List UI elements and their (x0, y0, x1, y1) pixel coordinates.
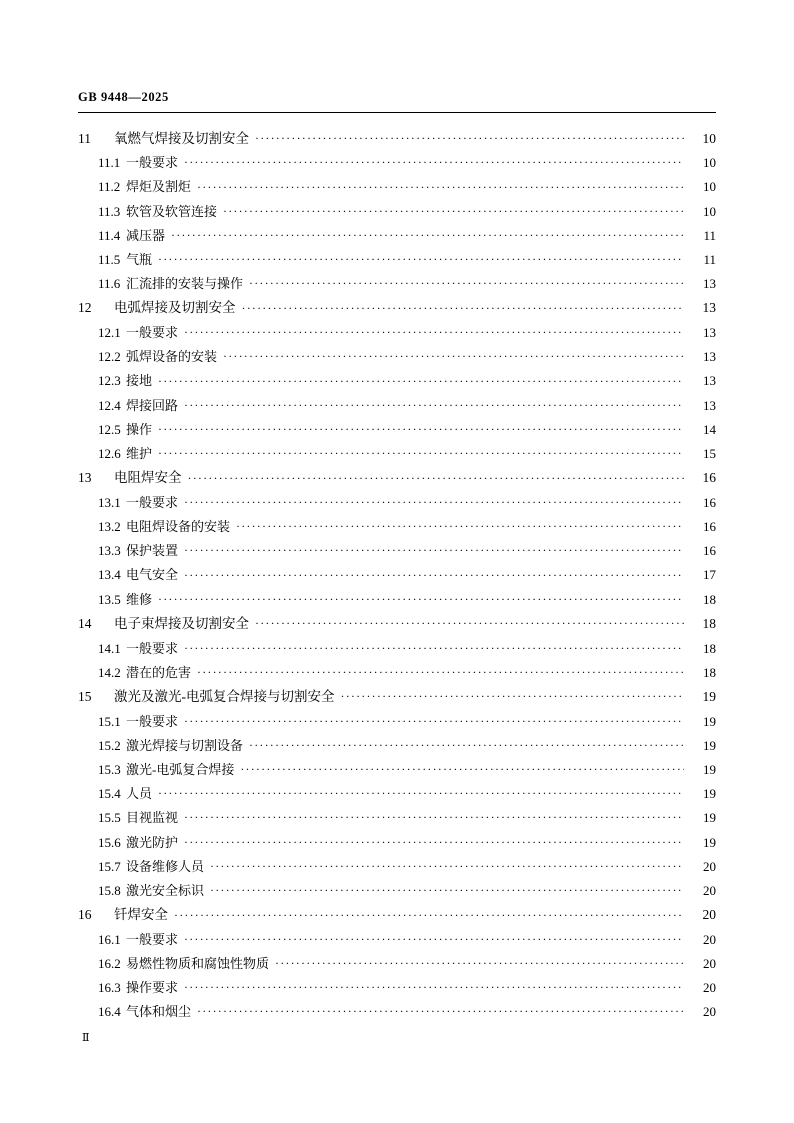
toc-entry[interactable] (78, 515, 716, 539)
toc-entry[interactable] (78, 927, 716, 951)
toc-entry[interactable] (78, 369, 716, 393)
toc-entry-title: 焊接回路 (126, 397, 179, 413)
toc-entry[interactable] (78, 321, 716, 345)
toc-entry-page: 11 (703, 252, 716, 268)
toc-entry[interactable] (78, 660, 716, 684)
toc-leader-dots (255, 132, 684, 146)
toc-entry-title: 软管及软管连接 (126, 203, 218, 219)
toc-entry[interactable] (78, 587, 716, 611)
toc-entry-page: 19 (703, 834, 716, 850)
toc-leader-dots (184, 981, 684, 994)
toc-entry-number: 16.3 (98, 980, 121, 996)
toc-entry-title: 钎焊安全 (114, 907, 168, 923)
toc-entry-page: 20 (703, 931, 716, 947)
toc-entry-number: 14.1 (98, 640, 121, 656)
toc-entry[interactable] (78, 757, 716, 781)
toc-entry[interactable] (78, 272, 716, 296)
toc-entry-page: 19 (702, 688, 716, 704)
toc-entry-number: 16 (78, 907, 92, 923)
toc-entry-number: 14 (78, 615, 92, 631)
toc-leader-dots (184, 715, 684, 728)
toc-entry[interactable] (78, 1000, 716, 1024)
toc-entry[interactable] (78, 636, 716, 660)
toc-entry-page: 17 (703, 567, 716, 583)
toc-entry-number: 16.1 (98, 931, 121, 947)
toc-entry-number: 15.3 (98, 761, 121, 777)
toc-leader-dots (223, 205, 684, 218)
toc-entry-title: 接地 (126, 373, 153, 389)
toc-entry-title: 电阻焊安全 (114, 470, 182, 486)
toc-entry-number: 11 (78, 130, 91, 146)
toc-entry-page: 10 (703, 203, 716, 219)
toc-entry-page: 18 (703, 664, 716, 680)
toc-entry-number: 15.5 (98, 810, 121, 826)
toc-entry[interactable] (78, 903, 716, 928)
toc-entry-title: 焊炬及割炬 (126, 179, 192, 195)
toc-entry[interactable] (78, 393, 716, 417)
toc-entry-page: 13 (703, 325, 716, 341)
toc-entry-title: 保护装置 (126, 543, 179, 559)
toc-entry-title: 维护 (126, 446, 153, 462)
toc-entry-number: 12.6 (98, 446, 121, 462)
page-header-standard-code: GB 9448—2025 (78, 90, 169, 104)
toc-leader-dots (197, 180, 684, 193)
toc-entry-number: 13 (78, 470, 92, 486)
toc-entry[interactable] (78, 175, 716, 199)
toc-entry-title: 激光防护 (126, 834, 179, 850)
toc-entry-number: 12.3 (98, 373, 121, 389)
toc-entry[interactable] (78, 199, 716, 223)
toc-leader-dots (197, 666, 684, 679)
toc-entry[interactable] (78, 490, 716, 514)
toc-entry[interactable] (78, 539, 716, 563)
toc-entry-title: 激光及激光-电弧复合焊接与切割安全 (114, 688, 335, 704)
toc-entry-title: 气瓶 (126, 252, 153, 268)
toc-leader-dots (184, 156, 684, 169)
toc-entry-page: 13 (703, 397, 716, 413)
toc-entry-title: 操作要求 (126, 980, 179, 996)
toc-entry-title: 操作 (126, 421, 153, 437)
toc-leader-dots (158, 423, 684, 436)
toc-entry-title: 弧焊设备的安装 (126, 349, 218, 365)
toc-entry-page: 18 (703, 640, 716, 656)
toc-entry-title: 一般要求 (126, 325, 179, 341)
toc-entry[interactable] (78, 151, 716, 175)
toc-entry-title: 气体和烟尘 (126, 1004, 192, 1020)
toc-leader-dots (210, 884, 684, 897)
toc-entry[interactable] (78, 733, 716, 757)
toc-entry-page: 14 (703, 421, 716, 437)
toc-leader-dots (184, 836, 684, 849)
toc-leader-dots (158, 374, 684, 387)
toc-entry[interactable] (78, 466, 716, 491)
toc-entry-page: 13 (703, 276, 716, 292)
toc-entry-title: 氧燃气焊接及切割安全 (114, 130, 249, 146)
toc-entry-page: 16 (702, 470, 716, 486)
page-number-footer: Ⅱ (82, 1032, 90, 1044)
toc-entry[interactable] (78, 806, 716, 830)
toc-entry-number: 11.6 (98, 276, 121, 292)
table-of-contents (78, 126, 716, 1024)
toc-entry-title: 一般要求 (126, 931, 179, 947)
toc-entry-title: 激光-电弧复合焊接 (126, 761, 235, 777)
toc-leader-dots (223, 350, 684, 363)
toc-leader-dots (158, 787, 684, 800)
toc-entry-page: 10 (703, 155, 716, 171)
toc-entry-title: 一般要求 (126, 640, 179, 656)
toc-leader-dots (184, 544, 684, 557)
toc-entry[interactable] (78, 878, 716, 902)
toc-entry-page: 19 (703, 761, 716, 777)
toc-entry-page: 16 (703, 519, 716, 535)
toc-entry-page: 20 (703, 980, 716, 996)
toc-entry-page: 10 (703, 179, 716, 195)
toc-entry-title: 减压器 (126, 227, 166, 243)
toc-entry-title: 潜在的危害 (126, 664, 192, 680)
toc-entry-title: 维修 (126, 591, 153, 607)
toc-leader-dots (249, 739, 684, 752)
toc-leader-dots (171, 229, 684, 242)
toc-entry-title: 电阻焊设备的安装 (126, 519, 231, 535)
toc-leader-dots (184, 496, 684, 509)
toc-entry-number: 15.4 (98, 786, 121, 802)
toc-entry-page: 19 (703, 737, 716, 753)
toc-entry[interactable] (78, 441, 716, 465)
toc-entry-number: 15.1 (98, 713, 121, 729)
toc-entry-page: 13 (703, 373, 716, 389)
toc-entry-page: 20 (702, 907, 716, 923)
toc-entry-number: 13.3 (98, 543, 121, 559)
toc-entry[interactable] (78, 345, 716, 369)
toc-entry-number: 12.1 (98, 325, 121, 341)
toc-entry[interactable] (78, 684, 716, 709)
toc-entry[interactable] (78, 563, 716, 587)
toc-entry-title: 电子束焊接及切割安全 (114, 615, 249, 631)
toc-leader-dots (184, 642, 684, 655)
toc-entry-page: 19 (703, 713, 716, 729)
toc-entry[interactable] (78, 126, 716, 151)
toc-leader-dots (158, 253, 684, 266)
toc-entry-number: 16.2 (98, 955, 121, 971)
header-divider (78, 112, 716, 113)
toc-leader-dots (184, 399, 684, 412)
toc-entry-title: 汇流排的安装与操作 (126, 276, 244, 292)
toc-leader-dots (240, 763, 684, 776)
toc-leader-dots (158, 593, 684, 606)
toc-entry-number: 12.5 (98, 421, 121, 437)
toc-entry[interactable] (78, 709, 716, 733)
toc-entry-number: 13.1 (98, 494, 121, 510)
toc-entry-page: 13 (702, 300, 716, 316)
toc-entry-title: 激光焊接与切割设备 (126, 737, 244, 753)
toc-entry[interactable] (78, 417, 716, 441)
toc-entry-page: 10 (702, 130, 716, 146)
toc-entry[interactable] (78, 976, 716, 1000)
toc-entry-number: 16.4 (98, 1004, 121, 1020)
toc-leader-dots (242, 301, 685, 315)
toc-leader-dots (184, 568, 684, 581)
toc-entry-title: 目视监视 (126, 810, 179, 826)
toc-entry-title: 一般要求 (126, 155, 179, 171)
toc-entry-number: 15.7 (98, 858, 121, 874)
toc-entry-number: 15.2 (98, 737, 121, 753)
toc-entry-page: 19 (703, 810, 716, 826)
toc-leader-dots (197, 1005, 684, 1018)
toc-leader-dots (210, 860, 684, 873)
toc-entry-title: 设备维修人员 (126, 858, 205, 874)
toc-entry-number: 12.4 (98, 397, 121, 413)
toc-entry-number: 13.2 (98, 519, 121, 535)
toc-entry-page: 18 (703, 591, 716, 607)
toc-leader-dots (184, 326, 684, 339)
toc-entry-page: 15 (703, 446, 716, 462)
toc-entry-page: 20 (703, 858, 716, 874)
toc-entry-number: 15.8 (98, 882, 121, 898)
toc-leader-dots (249, 277, 684, 290)
toc-entry-number: 14.2 (98, 664, 121, 680)
toc-entry[interactable] (78, 296, 716, 321)
toc-entry-page: 13 (703, 349, 716, 365)
toc-entry[interactable] (78, 223, 716, 247)
toc-leader-dots (275, 957, 684, 970)
toc-entry-title: 激光安全标识 (126, 882, 205, 898)
toc-leader-dots (341, 690, 685, 704)
toc-leader-dots (236, 520, 684, 533)
toc-entry-title: 易燃性物质和腐蚀性物质 (126, 955, 270, 971)
toc-leader-dots (255, 617, 684, 631)
toc-entry[interactable] (78, 830, 716, 854)
toc-entry-number: 11.2 (98, 179, 121, 195)
toc-entry-title: 人员 (126, 786, 153, 802)
toc-entry-number: 13.5 (98, 591, 121, 607)
toc-entry-number: 15 (78, 688, 92, 704)
toc-leader-dots (188, 471, 685, 485)
toc-entry[interactable] (78, 854, 716, 878)
toc-leader-dots (184, 933, 684, 946)
toc-entry-number: 11.5 (98, 252, 121, 268)
toc-entry-page: 11 (703, 227, 716, 243)
toc-entry-number: 15.6 (98, 834, 121, 850)
toc-entry[interactable] (78, 782, 716, 806)
toc-entry-title: 电弧焊接及切割安全 (114, 300, 236, 316)
toc-entry-page: 18 (702, 615, 716, 631)
toc-entry[interactable] (78, 247, 716, 271)
toc-entry-number: 12 (78, 300, 92, 316)
toc-entry[interactable] (78, 611, 716, 636)
toc-entry-page: 19 (703, 786, 716, 802)
toc-entry-title: 一般要求 (126, 494, 179, 510)
toc-leader-dots (184, 811, 684, 824)
toc-entry-page: 20 (703, 955, 716, 971)
toc-entry-page: 20 (703, 1004, 716, 1020)
toc-entry-title: 一般要求 (126, 713, 179, 729)
toc-entry-number: 11.1 (98, 155, 121, 171)
toc-entry-title: 电气安全 (126, 567, 179, 583)
toc-entry-page: 16 (703, 543, 716, 559)
toc-entry-number: 13.4 (98, 567, 121, 583)
toc-entry[interactable] (78, 951, 716, 975)
toc-entry-number: 12.2 (98, 349, 121, 365)
toc-leader-dots (174, 908, 684, 922)
toc-entry-number: 11.4 (98, 227, 121, 243)
toc-entry-number: 11.3 (98, 203, 121, 219)
toc-entry-page: 20 (703, 882, 716, 898)
toc-entry-page: 16 (703, 494, 716, 510)
toc-leader-dots (158, 447, 684, 460)
